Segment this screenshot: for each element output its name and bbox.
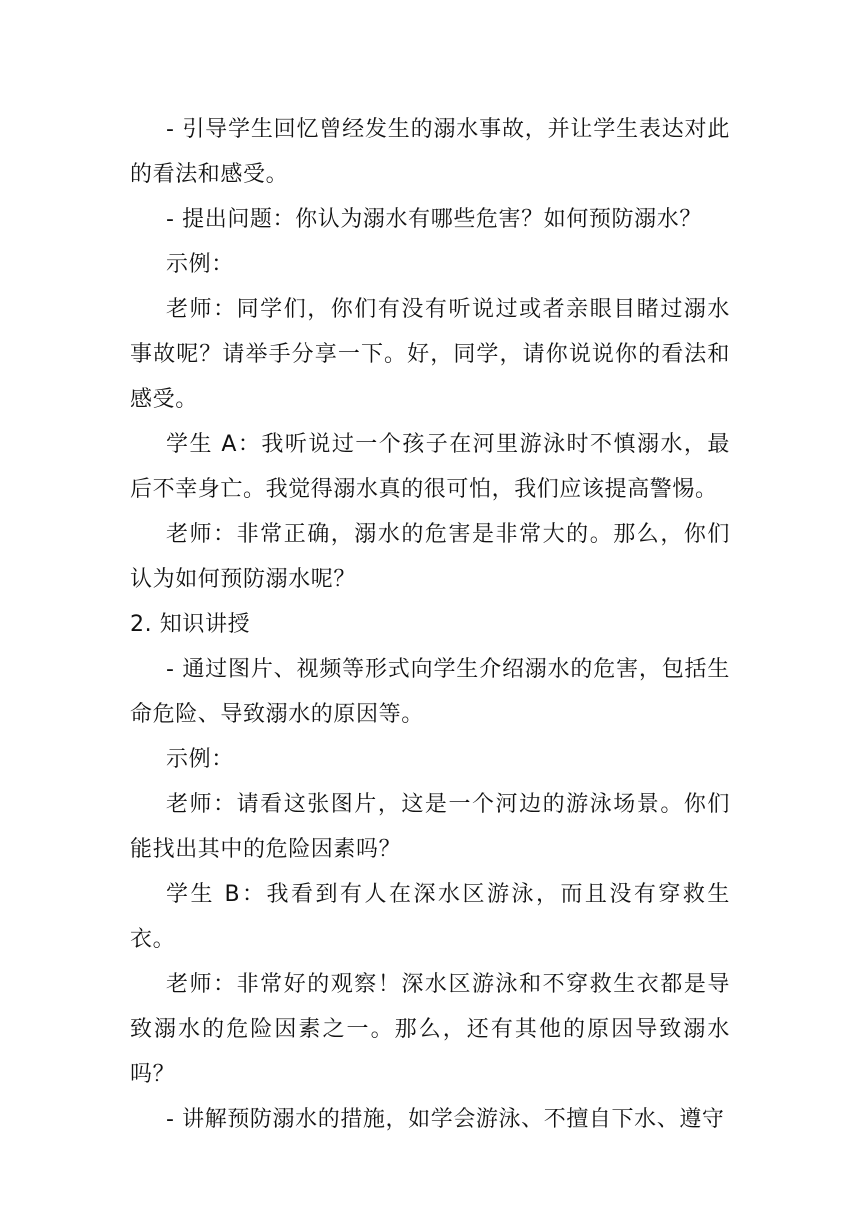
paragraph-ask-questions: - 提出问题：你认为溺水有哪些危害？如何预防溺水？	[166, 207, 702, 232]
paragraph-introduce-dangers: - 通过图片、视频等形式向学生介绍溺水的危害，包括生命危险、导致溺水的原因等。	[130, 657, 730, 727]
document-body	[130, 107, 730, 1142]
paragraph-example-label-2: 示例：	[166, 747, 234, 772]
paragraph-teacher-response: 老师：非常正确，溺水的危害是非常大的。那么，你们认为如何预防溺水呢？	[130, 522, 730, 592]
paragraph-example-label: 示例：	[166, 252, 234, 277]
paragraph-recall-accidents: - 引导学生回忆曾经发生的溺水事故，并让学生表达对此的看法和感受。	[130, 117, 730, 187]
paragraph-teacher-image-question: 老师：请看这张图片，这是一个河边的游泳场景。你们能找出其中的危险因素吗？	[130, 792, 730, 862]
paragraph-teacher-observation: 老师：非常好的观察！深水区游泳和不穿救生衣都是导致溺水的危险因素之一。那么，还有其他的原因导致溺水吗？	[130, 972, 730, 1087]
section-heading-knowledge: 2. 知识讲授	[130, 612, 251, 637]
paragraph-student-b-answer: 学生 B：我看到有人在深水区游泳，而且没有穿救生衣。	[130, 882, 730, 952]
paragraph-student-a-answer: 学生 A：我听说过一个孩子在河里游泳时不慎溺水，最后不幸身亡。我觉得溺水真的很可怕，我们应该提高警惕。	[130, 432, 730, 502]
paragraph-teacher-question: 老师：同学们，你们有没有听说过或者亲眼目睹过溺水事故呢？请举手分享一下。好，同学，请你说说你的看法和感受。	[130, 297, 730, 412]
paragraph-prevention-measures: - 讲解预防溺水的措施，如学会游泳、不擅自下水、遵守	[166, 1107, 725, 1132]
